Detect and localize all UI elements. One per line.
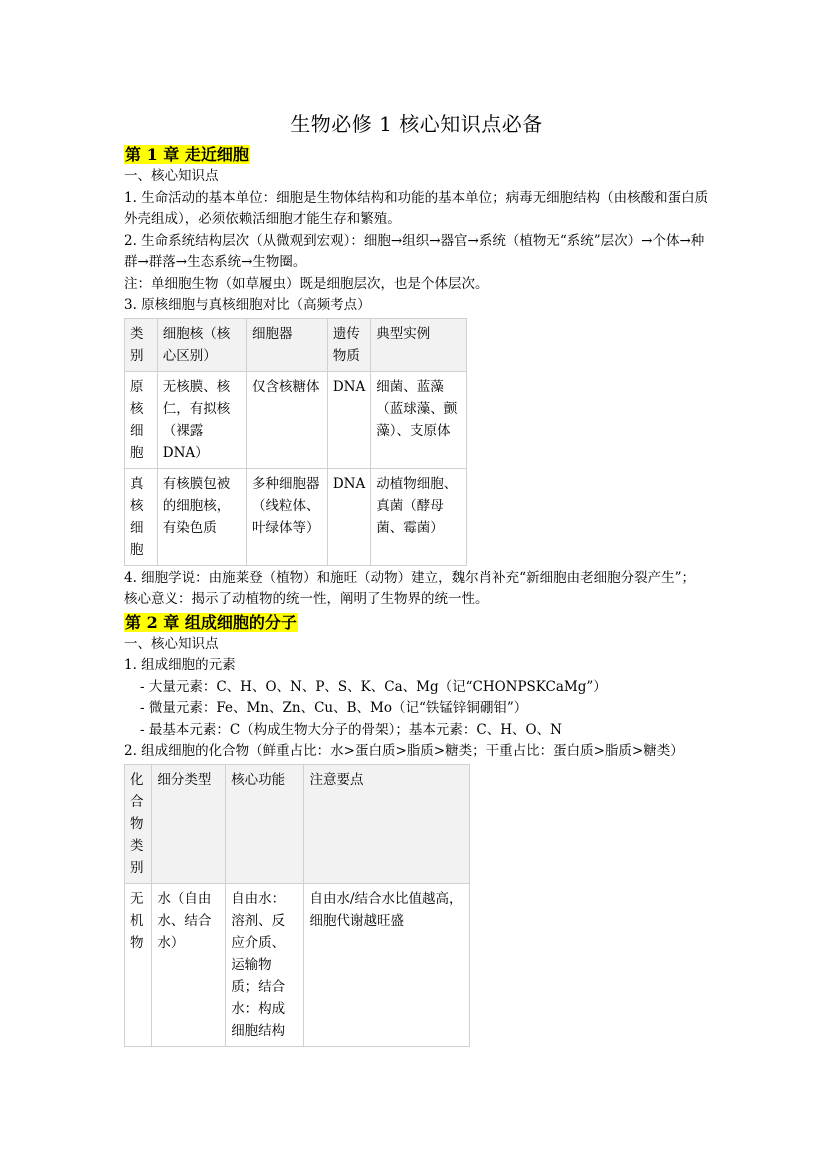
section-subheading: 一、核心知识点 (124, 635, 219, 652)
table-header-cell: 化合物类别 (125, 764, 152, 883)
table-header-row (125, 764, 470, 883)
cell-comparison-table (124, 318, 467, 566)
list-item: - 大量元素：C、H、O、N、P、S、K、Ca、Mg（记“CHONPSKCaMg”） (140, 678, 607, 695)
section-subheading: 一、核心知识点 (124, 168, 219, 184)
chapter-2-heading: 第 2 章 组成细胞的分子 (125, 612, 297, 632)
document-page (124, 108, 709, 1049)
paragraph: 3. 原核细胞与真核细胞对比（高频考点） (124, 297, 371, 313)
table-header-cell: 细分类型 (152, 764, 226, 883)
table-cell: 水（自由水、结合水） (152, 883, 226, 1046)
note: 注：单细胞生物（如草履虫）既是细胞层次，也是个体层次。 (124, 275, 489, 292)
table-cell: DNA (327, 371, 370, 468)
table-header-cell: 类别 (125, 318, 158, 371)
paragraph: 4. 细胞学说：由施莱登（植物）和施旺（动物）建立，魏尔肖补充“新细胞由老细胞分裂产生”； (124, 569, 695, 586)
list-item: - 微量元素：Fe、Mn、Zn、Cu、B、Mo（记“铁锰锌铜硼钼”） (140, 700, 528, 716)
table-header-cell: 遗传物质 (327, 318, 370, 371)
paragraph: 2. 生命系统结构层次（从微观到宏观）：细胞→组织→器官→系统（植物无“系统”层次）→个体→种群→群落→生态系统→生物圈。 (124, 232, 705, 270)
table-row (125, 468, 467, 565)
table-cell: 细菌、蓝藻（蓝球藻、颤藻）、支原体 (371, 371, 467, 468)
table-header-cell: 核心功能 (226, 764, 304, 883)
table-cell: 自由水/结合水比值越高，细胞代谢越旺盛 (304, 883, 470, 1046)
document-title: 生物必修 1 核心知识点必备 (290, 112, 543, 136)
table-cell: 自由水：溶剂、反应介质、运输物质；结合水：构成细胞结构 (226, 883, 304, 1046)
table-row (125, 883, 470, 1046)
chapter-1-heading: 第 1 章 走近细胞 (125, 145, 249, 164)
table-header-cell: 细胞器 (246, 318, 327, 371)
table-header-cell: 细胞核（核心区别） (157, 318, 246, 371)
table-cell: 无核膜、核仁，有拟核（裸露 DNA） (157, 371, 246, 468)
table-cell: 动植物细胞、真菌（酵母菌、霉菌） (371, 468, 467, 565)
table-cell: 有核膜包被的细胞核，有染色质 (157, 468, 246, 565)
paragraph: 核心意义：揭示了动植物的统一性，阐明了生物界的统一性。 (124, 591, 489, 607)
table-header-cell: 典型实例 (371, 318, 467, 371)
paragraph: 2. 组成细胞的化合物（鲜重占比：水>蛋白质>脂质>糖类；干重占比：蛋白质>脂质>糖类） (124, 743, 684, 759)
compound-table (124, 764, 470, 1047)
table-cell: 多种细胞器（线粒体、叶绿体等） (246, 468, 327, 565)
table-cell: 原核细胞 (125, 371, 158, 468)
table-cell: 仅含核糖体 (246, 371, 327, 468)
paragraph: 1. 生命活动的基本单位：细胞是生物体结构和功能的基本单位；病毒无细胞结构（由核酸和蛋白质外壳组成），必须依赖活细胞才能生存和繁殖。 (124, 189, 709, 227)
table-header-cell: 注意要点 (304, 764, 470, 883)
table-cell: 无机物 (125, 883, 152, 1046)
table-header-row (125, 318, 467, 371)
table-row (125, 371, 467, 468)
table-cell: DNA (327, 468, 370, 565)
paragraph: 1. 组成细胞的元素 (124, 657, 236, 673)
list-item: - 最基本元素：C（构成生物大分子的骨架）；基本元素：C、H、O、N (140, 721, 562, 738)
table-cell: 真核细胞 (125, 468, 158, 565)
